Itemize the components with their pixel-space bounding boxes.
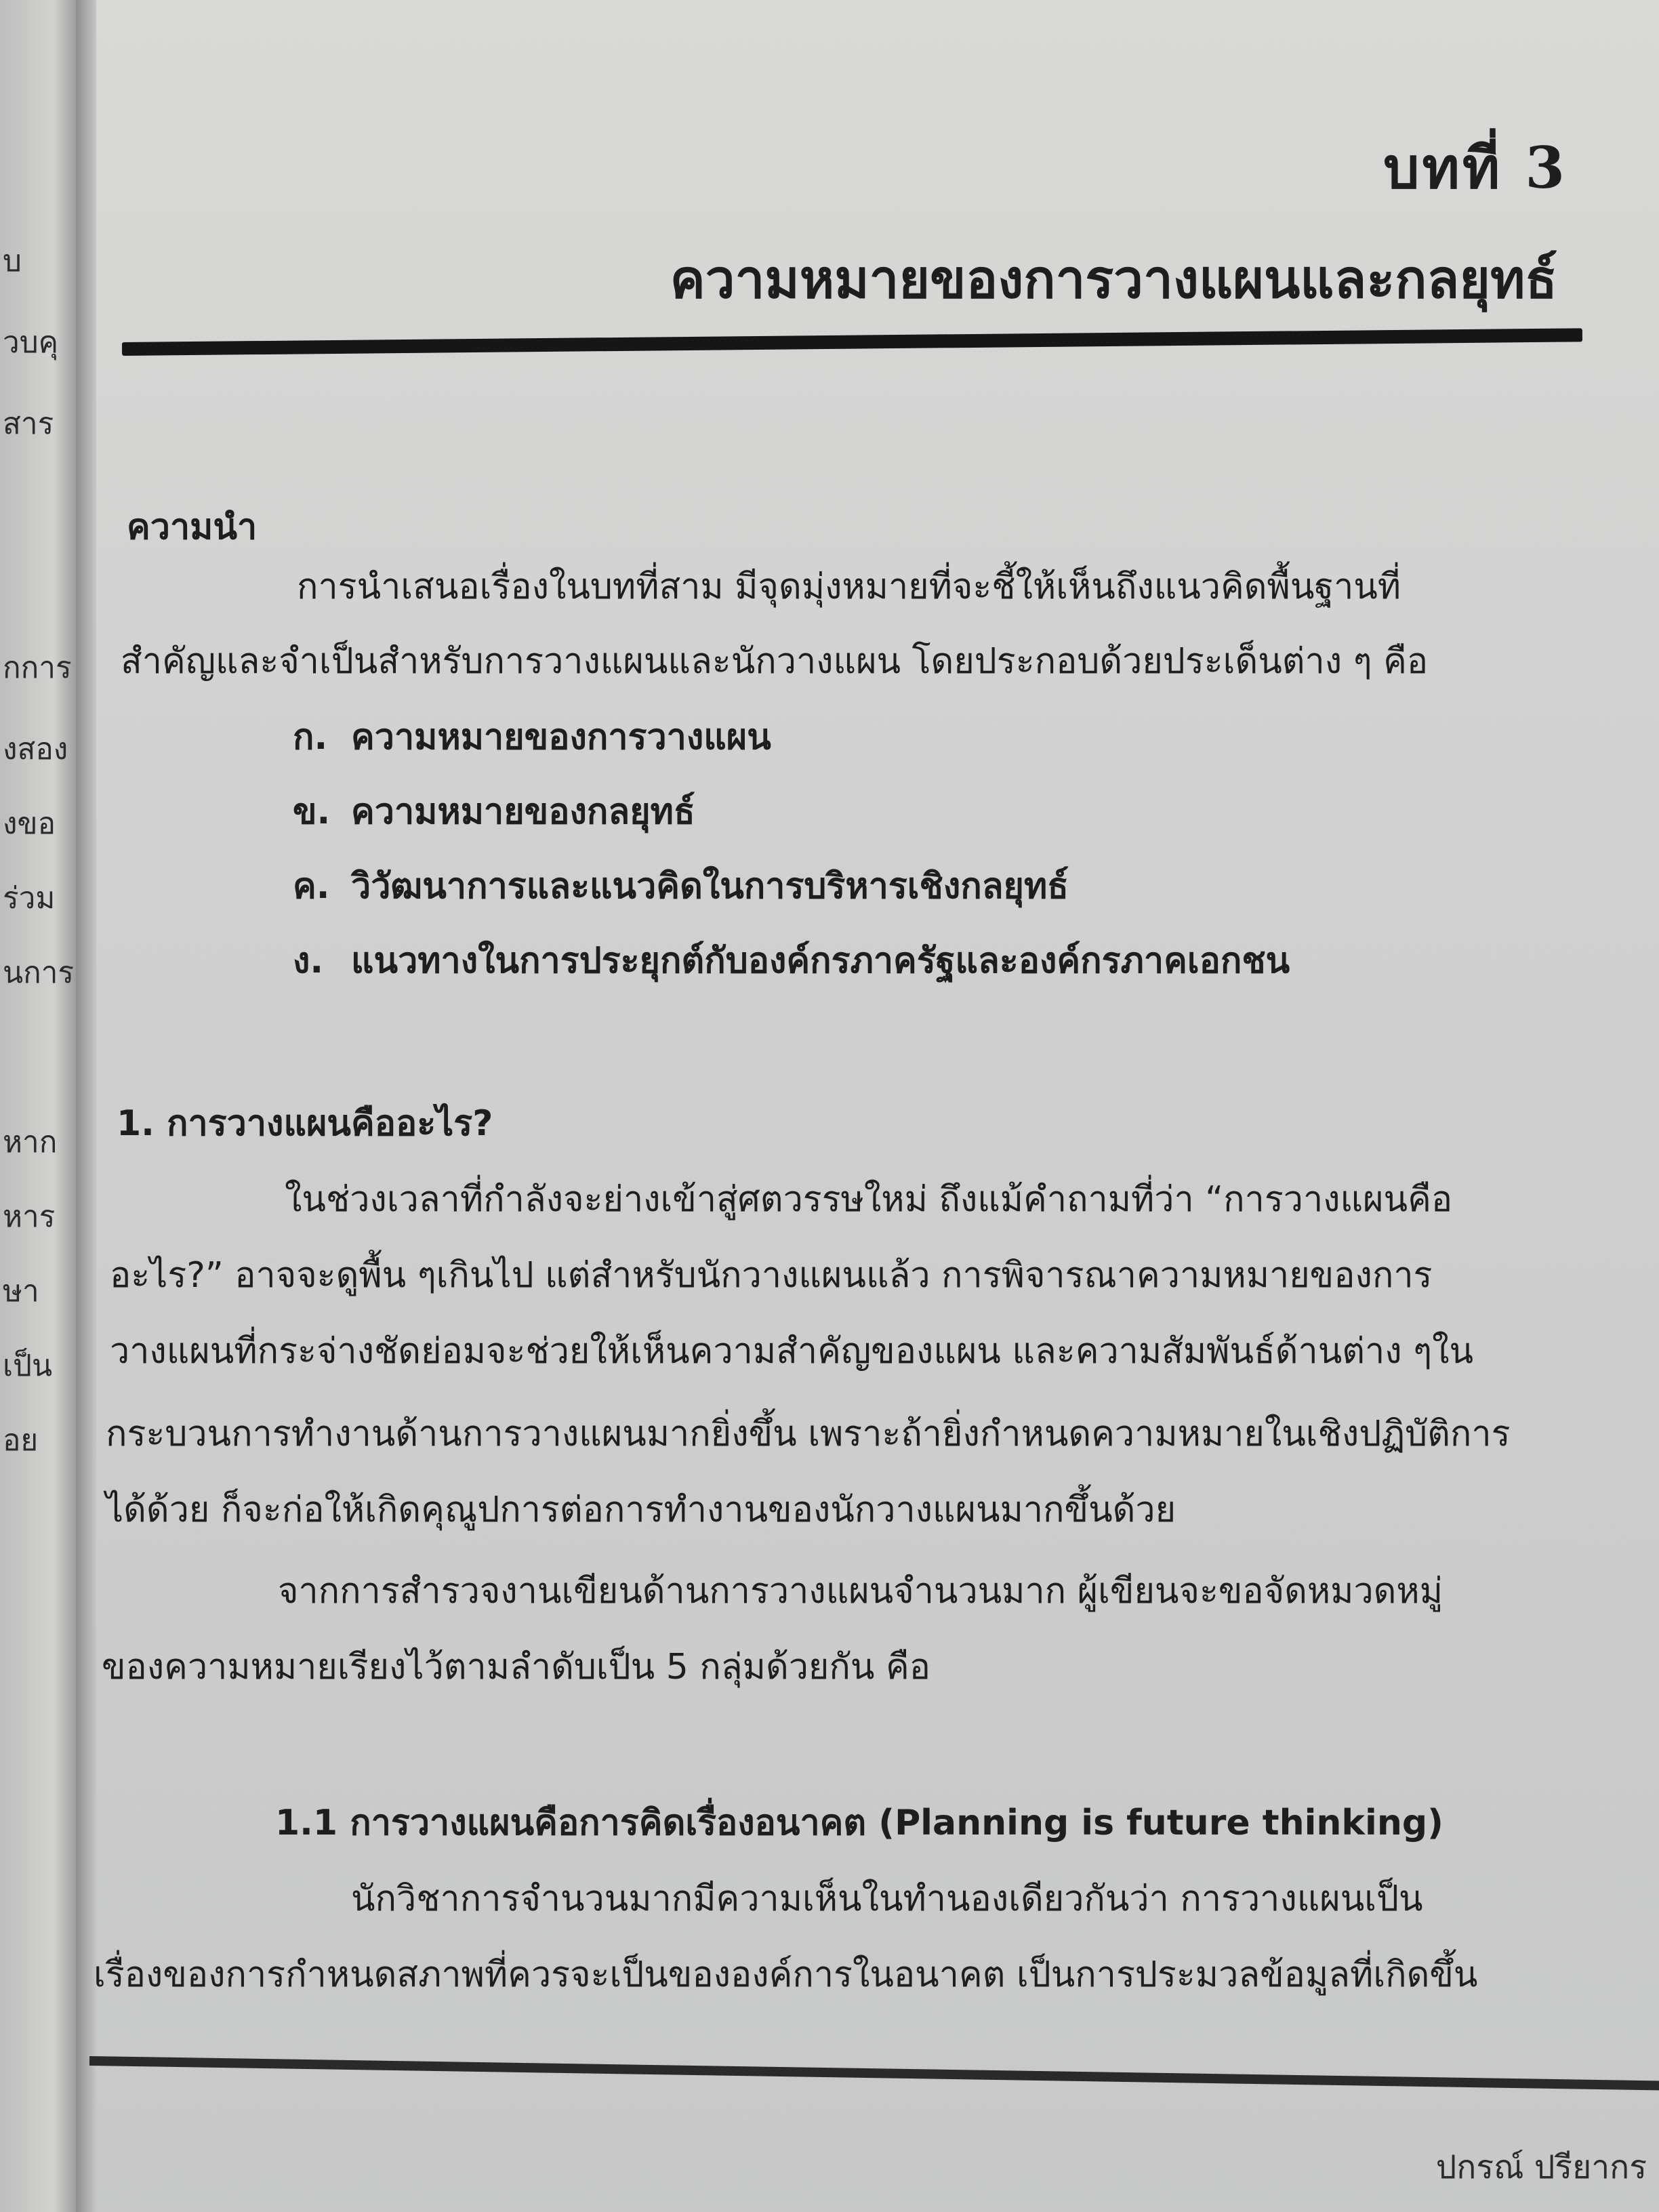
chapter-title: ความหมายของการวางแผนและกลยุทธ์ xyxy=(670,249,1557,310)
section-paragraph-line: จากการสำรวจงานเขียนด้านการวางแผนจำนวนมาก ผู้เขียนจะขอจัดหมวดหมู่ xyxy=(278,1571,1443,1612)
list-item-text: ความหมายของการวางแผน xyxy=(351,717,771,758)
adjacent-page-fragment: งขอ xyxy=(3,806,56,841)
adjacent-page-fragment: กการ xyxy=(3,651,72,685)
list-item-text: แนวทางในการประยุกต์กับองค์กรภาครัฐและองค์กรภาคเอกชน xyxy=(351,941,1290,981)
footer-author: ปกรณ์ ปรียากร xyxy=(1435,2148,1647,2186)
intro-line: การนำเสนอเรื่องในบทที่สาม มีจุดมุ่งหมายที่จะชี้ให้เห็นถึงแนวคิดพื้นฐานที่ xyxy=(297,567,1401,607)
section-paragraph-line: ของความหมายเรียงไว้ตามลำดับเป็น 5 กลุ่มด้วยกัน คือ xyxy=(102,1647,930,1687)
section-heading: 1. การวางแผนคืออะไร? xyxy=(117,1103,493,1144)
list-item-text: ความหมายของกลยุทธ์ xyxy=(351,792,695,832)
list-item-label: ข. xyxy=(293,792,331,832)
intro-list-item xyxy=(293,866,1069,907)
adjacent-page-strip xyxy=(0,0,76,2212)
section-paragraph-line: อะไร?” อาจจะดูพื้น ๆเกินไป แต่สำหรับนักวางแผนแล้ว การพิจารณาความหมายของการ xyxy=(110,1255,1433,1296)
book-page xyxy=(96,0,1659,2212)
adjacent-page-fragment: บ xyxy=(3,244,22,279)
section-paragraph-line: กระบวนการทำงานด้านการวางแผนมากยิ่งขึ้น เพราะถ้ายิ่งกำหนดความหมายในเชิงปฏิบัติการ xyxy=(106,1414,1511,1454)
adjacent-page-fragment: นการ xyxy=(3,956,75,990)
subsection-line: เรื่องของการกำหนดสภาพที่ควรจะเป็นขององค์การในอนาคต เป็นการประมวลข้อมูลที่เกิดขึ้น xyxy=(94,1954,1478,1995)
intro-line: สำคัญและจำเป็นสำหรับการวางแผนและนักวางแผน โดยประกอบด้วยประเด็นต่าง ๆ คือ xyxy=(121,641,1429,682)
adjacent-page-fragment: อย xyxy=(3,1423,39,1458)
adjacent-page-fragment: ร่วม xyxy=(3,881,56,916)
adjacent-page-fragment: เป็น xyxy=(3,1349,53,1383)
section-paragraph-line: ในช่วงเวลาที่กำลังจะย่างเข้าสู่ศตวรรษใหม่ ถึงแม้คำถามที่ว่า “การวางแผนคือ xyxy=(285,1179,1453,1220)
intro-list-item xyxy=(293,943,1290,979)
list-item-label: ค. xyxy=(293,866,330,907)
list-item-label: ก. xyxy=(293,717,328,758)
intro-list-item xyxy=(293,794,695,830)
list-item-label: ง. xyxy=(293,941,324,981)
section-paragraph-line: ได้ด้วย ก็จะก่อให้เกิดคุณูปการต่อการทำงานของนักวางแผนมากขึ้นด้วย xyxy=(106,1490,1176,1530)
subsection-line: นักวิชาการจำนวนมากมีความเห็นในทำนองเดียวกันว่า การวางแผนเป็น xyxy=(351,1879,1423,1919)
book-gutter xyxy=(76,0,96,2212)
adjacent-page-fragment: ษา xyxy=(3,1274,39,1309)
intro-heading: ความนำ xyxy=(127,507,258,548)
adjacent-page-fragment: สาร xyxy=(3,407,54,441)
subsection-heading: 1.1 การวางแผนคือการคิดเรื่องอนาคต (Planning is future thinking) xyxy=(275,1803,1443,1843)
adjacent-page-fragment: หาร xyxy=(3,1200,56,1234)
intro-list-item xyxy=(293,717,771,758)
adjacent-page-fragment: หาก xyxy=(3,1125,58,1160)
adjacent-page-fragment: งสอง xyxy=(3,732,68,766)
section-paragraph-line: วางแผนที่กระจ่างชัดย่อมจะช่วยให้เห็นความสำคัญของแผน และความสัมพันธ์ด้านต่าง ๆใน xyxy=(110,1331,1474,1372)
chapter-title-rule xyxy=(122,328,1582,356)
list-item-text: วิวัฒนาการและแนวคิดในการบริหารเชิงกลยุทธ์ xyxy=(351,866,1069,907)
adjacent-page-fragment: วบคุ xyxy=(3,325,59,360)
chapter-number: บทที่ 3 xyxy=(1383,134,1568,201)
footer-rule xyxy=(89,2056,1659,2091)
